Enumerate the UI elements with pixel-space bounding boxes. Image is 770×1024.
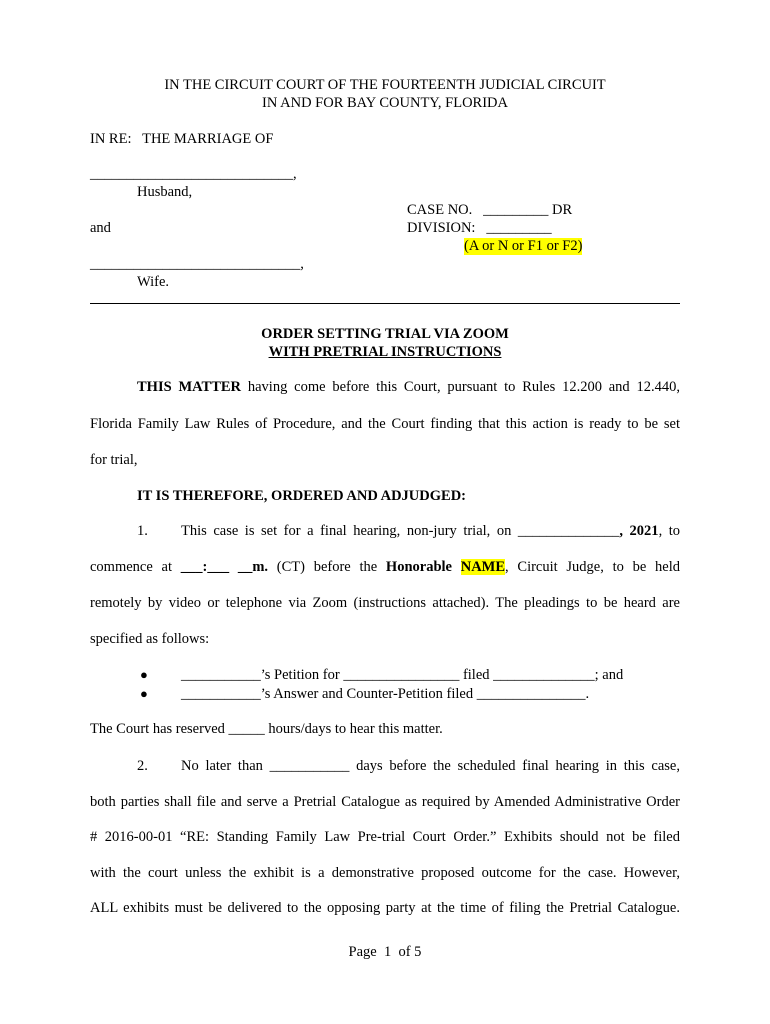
- caption-divider: [90, 303, 680, 304]
- para1-honorable: Honorable: [385, 559, 461, 575]
- wife-label: Wife.: [137, 274, 170, 290]
- para2-line2: both parties shall file and serve a Pretrial Catalogue as required by Amended Administrative Order: [90, 794, 680, 810]
- para2-number: 2.: [137, 758, 148, 774]
- para1-line2-c: , Circuit Judge, to be held: [505, 559, 680, 575]
- and-label: and: [90, 220, 111, 236]
- page-number: Page 1 of 5: [348, 944, 422, 960]
- para2-line5: ALL exhibits must be delivered to the opposing party at the time of filing the Pretrial Catalogue.: [90, 900, 680, 916]
- para2-line4: with the court unless the exhibit is a demonstrative proposed outcome for the case. However,: [90, 865, 680, 881]
- court-header-line2: IN AND FOR BAY COUNTY, FLORIDA: [262, 95, 508, 111]
- para2-line1: No later than ___________ days before the scheduled final hearing in this case,: [181, 758, 680, 774]
- order-title-line2: [0, 344, 770, 361]
- intro-line1: [137, 379, 680, 396]
- para1-year: , 2021: [619, 523, 659, 539]
- order-title-line1: ORDER SETTING TRIAL VIA ZOOM: [261, 326, 509, 342]
- pleading-petition: ___________’s Petition for ________________ filed ______________; and: [181, 667, 624, 683]
- para1-line1-c: , to: [658, 523, 681, 539]
- para1-line4: specified as follows:: [90, 631, 210, 647]
- para1-line2-a: commence at: [90, 559, 181, 575]
- para1-line1-a: This case is set for a final hearing, non-jury trial, on ______________: [181, 523, 620, 539]
- para1-time: ___:___ __m.: [180, 559, 269, 575]
- intro-line2: Florida Family Law Rules of Procedure, and the Court finding that this action is ready to be set: [90, 416, 680, 432]
- husband-label: Husband,: [137, 184, 193, 200]
- pleading-answer: ___________’s Answer and Counter-Petition filed _______________.: [181, 686, 590, 702]
- para1-line3: remotely by video or telephone via Zoom (instructions attached). The pleadings to be heard are: [90, 595, 680, 611]
- ordered-heading: IT IS THEREFORE, ORDERED AND ADJUDGED:: [137, 488, 466, 504]
- case-number-line: CASE NO. _________ DR: [407, 202, 573, 218]
- judge-name-placeholder: NAME: [460, 559, 506, 575]
- para1-line2-b: (CT) before the: [268, 559, 386, 575]
- para1-number: 1.: [137, 523, 148, 539]
- division-options-note: (A or N or F1 or F2): [464, 238, 583, 254]
- intro-bold: THIS MATTER: [137, 379, 242, 395]
- para2-line3: # 2016-00-01 “RE: Standing Family Law Pre-trial Court Order.” Exhibits should not be filed: [90, 829, 680, 845]
- court-header-line1: IN THE CIRCUIT COURT OF THE FOURTEENTH JUDICIAL CIRCUIT: [164, 77, 606, 93]
- para1-line2: [90, 559, 680, 576]
- wife-name-blank: _____________________________,: [90, 256, 304, 272]
- reserved-time: The Court has reserved _____ hours/days to hear this matter.: [90, 721, 443, 737]
- bullet-dot-1: ●: [140, 667, 148, 682]
- division-line: DIVISION: _________: [407, 220, 552, 236]
- bullet-dot-2: ●: [140, 686, 148, 701]
- order-title-line2-text: WITH PRETRIAL INSTRUCTIONS: [268, 344, 502, 360]
- intro-line3: for trial,: [90, 452, 138, 468]
- intro-rest: having come before this Court, pursuant to Rules 12.200 and 12.440,: [241, 379, 680, 395]
- in-re-line: IN RE: THE MARRIAGE OF: [90, 131, 274, 147]
- husband-name-blank: ____________________________,: [90, 166, 297, 182]
- para1-line1: [181, 523, 680, 540]
